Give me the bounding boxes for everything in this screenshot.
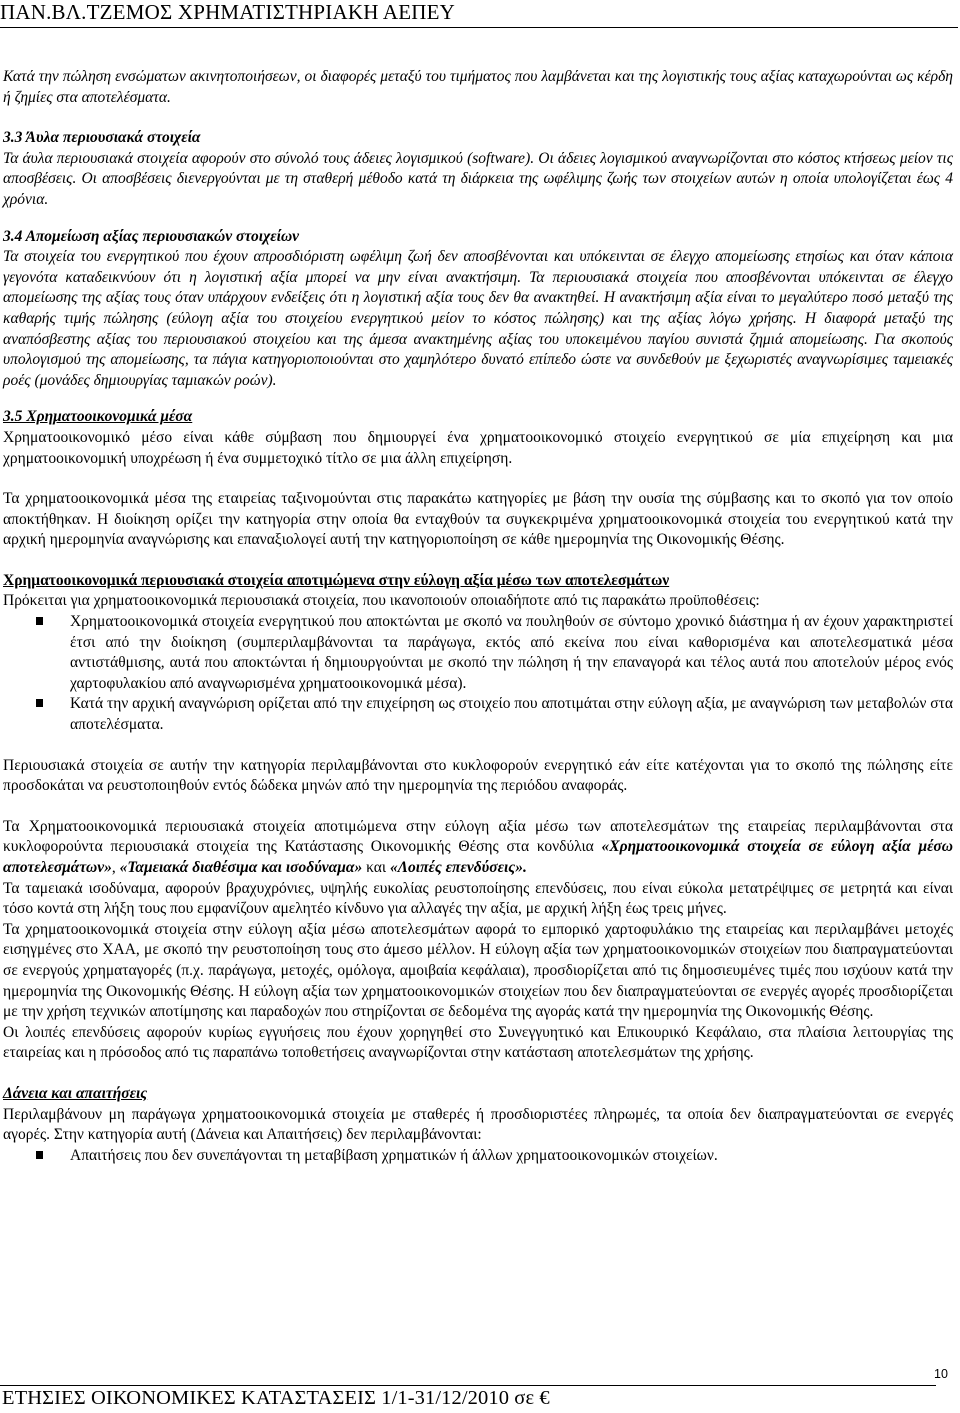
- footer-text: ΕΤΗΣΙΕΣ ΟΙΚΟΝΟΜΙΚΕΣ ΚΑΤΑΣΤΑΣΕΙΣ 1/1-31/12/2010 σε €: [2, 1387, 550, 1409]
- line-item-other-investments: «Λοιπές επενδύσεις».: [389, 859, 527, 876]
- presentation-text: Τα Χρηματοοικονομικά περιουσιακά στοιχεία αποτιμώμενα στην εύλογη αξία μέσω των αποτελεσμάτων της εταιρείας περιλαμβάνονται στα κυκλοφορούντα περιουσιακά στοιχεία της Κατάστασης Οικονομικής Θέσης στα κονδύλια: [3, 817, 953, 856]
- loans-bullet-1: Απαιτήσεις που δεν συνεπάγονται τη μεταβίβαση χρηματικών ή άλλων χρηματοοικονομικών στοιχείων.: [70, 1146, 718, 1164]
- section-3-4-heading: 3.4 Απομείωση αξίας περιουσιακών στοιχείων: [3, 227, 300, 245]
- section-3-5-paragraph-2: Τα χρηματοοικονομικά μέσα της εταιρείας ταξινομούνται στις παρακάτω κατηγορίες με βάση την ουσία της σύμβασης και το σκοπό για τον οποίο αποκτήθηκαν. Η διοίκηση ορίζει την κατηγορία στην οποία θα ενταχθούν τα συγκεκριμένα χρηματοοικονομικά στοιχεία του ενεργητικού κατά την αρχική ημερομηνία αναγνώρισης και επαναξιολογεί αυτή την κατηγοριοποίηση σε κάθε ημερομηνία της Οικονομικής Θέσης.: [3, 490, 953, 549]
- header-title: ΠΑΝ.ΒΛ.ΤΖΕΜΟΣ ΧΡΗΜΑΤΙΣΤΗΡΙΑΚΗ ΑΕΠΕΥ: [0, 0, 456, 24]
- section-3-3-heading: 3.3 Άυλα περιουσιακά στοιχεία: [3, 129, 201, 147]
- section-3-5-paragraph-1: Χρηματοοικονομικό μέσο είναι κάθε σύμβαση που δημιουργεί ένα χρηματοοικονομικό στοιχείο ενεργητικού σε μία επιχείρηση και μια χρηματοοικονομική υποχρέωση ή ένα συμμετοχικό τίτλο σε μια άλλη επιχείρηση.: [3, 428, 953, 467]
- square-bullet-icon: [36, 699, 43, 707]
- loans-bullet-list: [3, 1146, 953, 1167]
- line-item-fvtpl: «Χρηματοοικονομικά στοιχεία σε εύλογη αξία μέσω αποτελεσμάτων»: [3, 838, 953, 876]
- loans-heading: Δάνεια και απαιτήσεις: [3, 1084, 148, 1102]
- fvtpl-classification-paragraph: Περιουσιακά στοιχεία σε αυτήν την κατηγορία περιλαμβάνονται στο κυκλοφορούν ενεργητικό εάν είτε κατέχονται για το σκοπό της πώλησης είτε προσδοκάται να ρευστοποιηθούν εντός δώδεκα μηνών από την ημερομηνία της περιόδου αναφοράς.: [3, 756, 953, 795]
- list-item: [3, 612, 953, 694]
- list-item: [3, 694, 953, 735]
- fvtpl-heading: Χρηματοοικονομικά περιουσιακά στοιχεία αποτιμώμενα στην εύλογη αξία μέσω των αποτελεσμάτων: [3, 571, 670, 589]
- header-rule: [0, 27, 958, 28]
- section-3-5-heading: 3.5 Χρηματοοικονομικά μέσα: [3, 408, 193, 426]
- fvtpl-lead: Πρόκειται για χρηματοοικονομικά περιουσιακά στοιχεία, που ικανοποιούν οποιαδήποτε από τις παρακάτω προϋποθέσεις:: [3, 592, 760, 610]
- section-3-3-body: Τα άυλα περιουσιακά στοιχεία αφορούν στο σύνολό τους άδειες λογισμικού (software). Οι άδειες λογισμικού αναγνωρίζονται στο κόστος κτήσεως μείον τις αποσβέσεις. Οι αποσβέσεις διενεργούνται με τη σταθερή μέθοδο κατά τη διάρκεια της ωφέλιμης ζωής των στοιχείων αυτών η οποία υπολογίζεται έως 4 χρόνια.: [3, 149, 953, 208]
- loans-body: Περιλαμβάνουν μη παράγωγα χρηματοοικονομικά στοιχεία με σταθερές ή προσδιοριστέες πληρωμές, τα οποία δεν διαπραγματεύονται σε ενεργές αγορές. Στην κατηγορία αυτή (Δάνεια και Απαιτήσεις) δεν περιλαμβάνονται:: [3, 1105, 953, 1144]
- page-number: 10: [934, 1367, 948, 1381]
- square-bullet-icon: [36, 617, 43, 625]
- line-item-cash: «Ταμειακά διαθέσιμα και ισοδύναμα»: [119, 859, 363, 876]
- conjunction-text: και: [362, 859, 390, 876]
- list-item: [3, 1146, 953, 1167]
- fvtpl-bullet-2: Κατά την αρχική αναγνώριση ορίζεται από την επιχείρηση ως στοιχείο που αποτιμάται στην εύλογη αξία, με αναγνώριση των μεταβολών στα αποτελέσματα.: [70, 695, 953, 734]
- separator-text: ,: [111, 859, 120, 876]
- document-body: [3, 67, 953, 1166]
- section-3-4-body: Τα στοιχεία του ενεργητικού που έχουν απροσδιόριστη ωφέλιμη ζωή δεν αποσβένονται και υπόκεινται σε έλεγχο απομείωσης ετησίως και όταν κάποια γεγονότα καταδεικνύουν ότι η λογιστική αξία μπορεί να μην είναι ανακτήσιμη. Τα περιουσιακά στοιχεία που αποσβένονται υπόκεινται σε έλεγχο απομείωσης της αξίας τους όταν υπάρχουν ενδείξεις ότι η λογιστική αξία τους δεν θα ανακτηθεί. Η ανακτήσιμη αξία είναι το μεγαλύτερο ποσό μεταξύ της καθαρής τιμής πώλησης (εύλογη αξία του στοιχείου ενεργητικού μείον το κόστος πώλησης) και της αξίας λόγω χρήσης. Η διαφορά μεταξύ της αναπόσβεστης αξίας του περιουσιακού στοιχείου και της άμεσα ανακτημένης αξίας του υποκειμένου παγίου συνιστά ζημιά απομείωσης. Για σκοπούς υπολογισμού της απομείωσης, τα πάγια κατηγοριοποιούνται στο χαμηλότερο δυνατό επίπεδο ώστε να συνδεθούν με ξεχωριστές αναγνωρίσιμες ταμειακές ροές (μονάδες δημιουργίας ταμιακών ροών).: [3, 248, 953, 389]
- trading-portfolio-paragraph: Τα χρηματοοικονομικά στοιχεία στην εύλογη αξία μέσω αποτελεσμάτων αφορά το εμπορικό χαρτοφυλάκιο της εταιρείας και περιλαμβάνει μετοχές εισηγμένες στο ΧΑΑ, με σκοπό την ρευστοποίηση τους στο άμεσο μέλλον. Η εύλογη αξία των χρηματοοικονομικών στοιχείων που διαπραγματεύονται σε ενεργούς χρηματαγορές (π.χ. παράγωγα, μετοχές, ομόλογα, αμοιβαία κεφάλαια), προσδιορίζεται από τις δημοσιευμένες τιμές που ισχύουν κατά την ημερομηνία της Οικονομικής Θέσης. Η εύλογη αξία των χρηματοοικονομικών στοιχείων που δεν διαπραγματεύονται σε ενεργές αγορές προσδιορίζεται με την χρήση τεχνικών αποτίμησης και παραδοχών που στηρίζονται σε δεδομένα της αγοράς κατά την ημερομηνία της Οικονομικής Θέσης.: [3, 920, 953, 1021]
- other-investments-paragraph: Οι λοιπές επενδύσεις αφορούν κυρίως εγγυήσεις που έχουν χορηγηθεί στο Συνεγγυητικό και Επικουρικό Κεφάλαιο, στα πλαίσια λειτουργίας της εταιρείας και η πρόσοδος από τις παραπάνω τοποθετήσεις αναγνωρίζονται στην κατάσταση αποτελεσμάτων της χρήσης.: [3, 1023, 953, 1062]
- fvtpl-bullet-list: [3, 612, 953, 736]
- square-bullet-icon: [36, 1151, 43, 1159]
- fvtpl-presentation-paragraph: [3, 817, 953, 879]
- cash-equivalents-paragraph: Τα ταμειακά ισοδύναμα, αφορούν βραχυχρόνιες, υψηλής ευκολίας ρευστοποίησης επενδύσεις, που είναι εύκολα μετατρέψιμες σε μετρητά και είναι τόσο κοντά στη λήξη τους που εμφανίζουν αμελητέο κίνδυνο για αλλαγές την αξία, με αρχική λήξη έως τρεις μήνες.: [3, 879, 953, 918]
- intro-paragraph: Κατά την πώληση ενσώματων ακινητοποιήσεων, οι διαφορές μεταξύ του τιμήματος που λαμβάνεται και της λογιστικής τους αξίας καταχωρούνται ως κέρδη ή ζημίες στα αποτελέσματα.: [3, 68, 953, 106]
- fvtpl-bullet-1: Χρηματοοικονομικά στοιχεία ενεργητικού που αποκτώνται με σκοπό να πουληθούν σε σύντομο χρονικό διάστημα ή αν έχουν χαρακτηριστεί έτσι από την διοίκηση (συμπεριλαμβάνονται τα παράγωγα, εκτός από εκείνα που είναι καθορισμένα και αποτελεσματικά μέσα αντιστάθμισης, αυτά που αποκτώνται ή δημιουργούνται με σκοπό την πώληση ή την επαναγορά και τέλος αυτά που αποτελούν μέρος ενός χαρτοφυλακίου από αναγνωρισμένα χρηματοοικονομικά μέσα).: [70, 613, 953, 692]
